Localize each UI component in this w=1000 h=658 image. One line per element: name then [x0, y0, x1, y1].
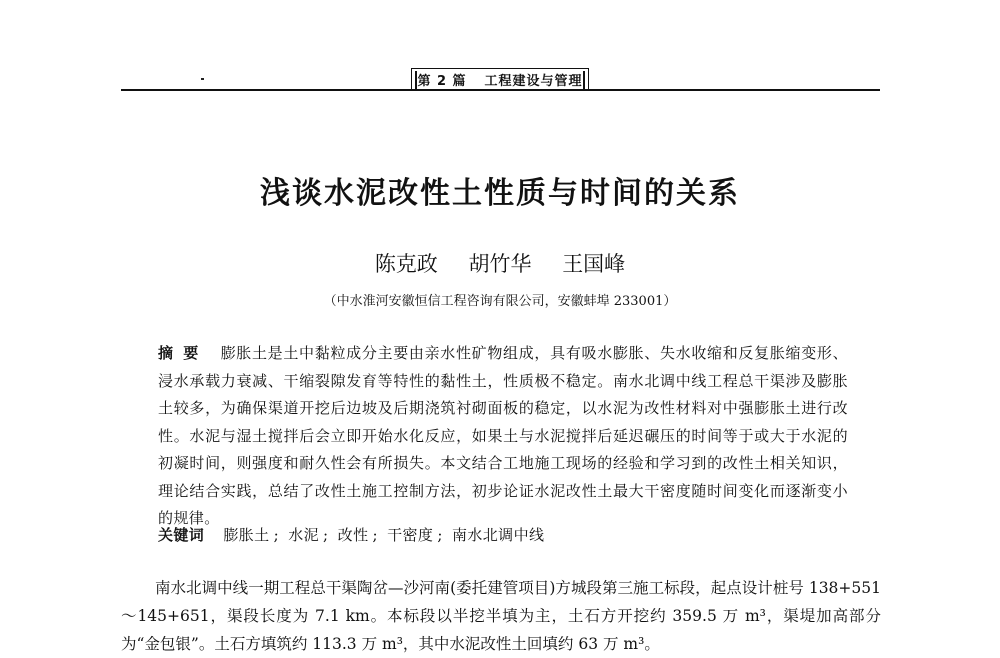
abstract-label: 摘要: [158, 344, 209, 362]
body-text: 南水北调中线一期工程总干渠陶岔—沙河南(委托建管项目)方城段第三施工标段，起点设计桩号 138+551～145+651，渠段长度为 7.1 km。本标段以半挖半填为主，土石方开挖约 359.5 万 m³，渠堤加高部分为“金包银”。土石方填筑约 113.3 万 m³，其中水泥改性土回填约 63 万 m³。: [121, 579, 881, 653]
abstract-text: 膨胀土是土中黏粒成分主要由亲水性矿物组成，具有吸水膨胀、失水收缩和反复胀缩变形、浸水承载力衰减、干缩裂隙发育等特性的黏性土，性质极不稳定。南水北调中线工程总干渠涉及膨胀土较多，为确保渠道开挖后边坡及后期浇筑衬砌面板的稳定，以水泥为改性材料对中强膨胀土进行改性。水泥与湿土搅拌后会立即开始水化反应，如果土与水泥搅拌后延迟碾压的时间等于或大于水泥的初凝时间，则强度和耐久性会有所损失。本文结合工地施工现场的经验和学习到的改性土相关知识，理论结合实践，总结了改性土施工控制方法，初步论证水泥改性土最大干密度随时间变化而逐渐变小的规律。: [158, 344, 848, 527]
header-section: 工程建设与管理: [484, 73, 583, 89]
keywords-block: 关键词 膨胀土 ; 水泥 ; 改性 ; 干密度 ; 南水北调中线: [158, 526, 545, 544]
keyword: 膨胀土: [223, 526, 270, 544]
author-name: 王国峰: [562, 252, 626, 276]
running-header: [411, 68, 589, 89]
header-part: 第 2 篇: [417, 73, 467, 89]
paper-title: 浅谈水泥改性土性质与时间的关系: [260, 176, 740, 211]
keyword: 南水北调中线: [451, 526, 545, 544]
keyword: 干密度: [387, 526, 434, 544]
scan-speck: [201, 78, 204, 80]
keyword: 水泥: [288, 526, 320, 544]
abstract-block: [158, 340, 848, 533]
author-list: [0, 248, 1000, 278]
affiliation: （中水淮河安徽恒信工程咨询有限公司，安徽蚌埠 233001）: [323, 294, 677, 309]
header-rule: [121, 89, 880, 91]
keywords-label: 关键词: [158, 526, 205, 544]
author-name: 陈克政: [374, 252, 438, 276]
keyword: 改性: [337, 526, 369, 544]
body-paragraph: [121, 574, 881, 658]
author-name: 胡竹华: [468, 252, 532, 276]
